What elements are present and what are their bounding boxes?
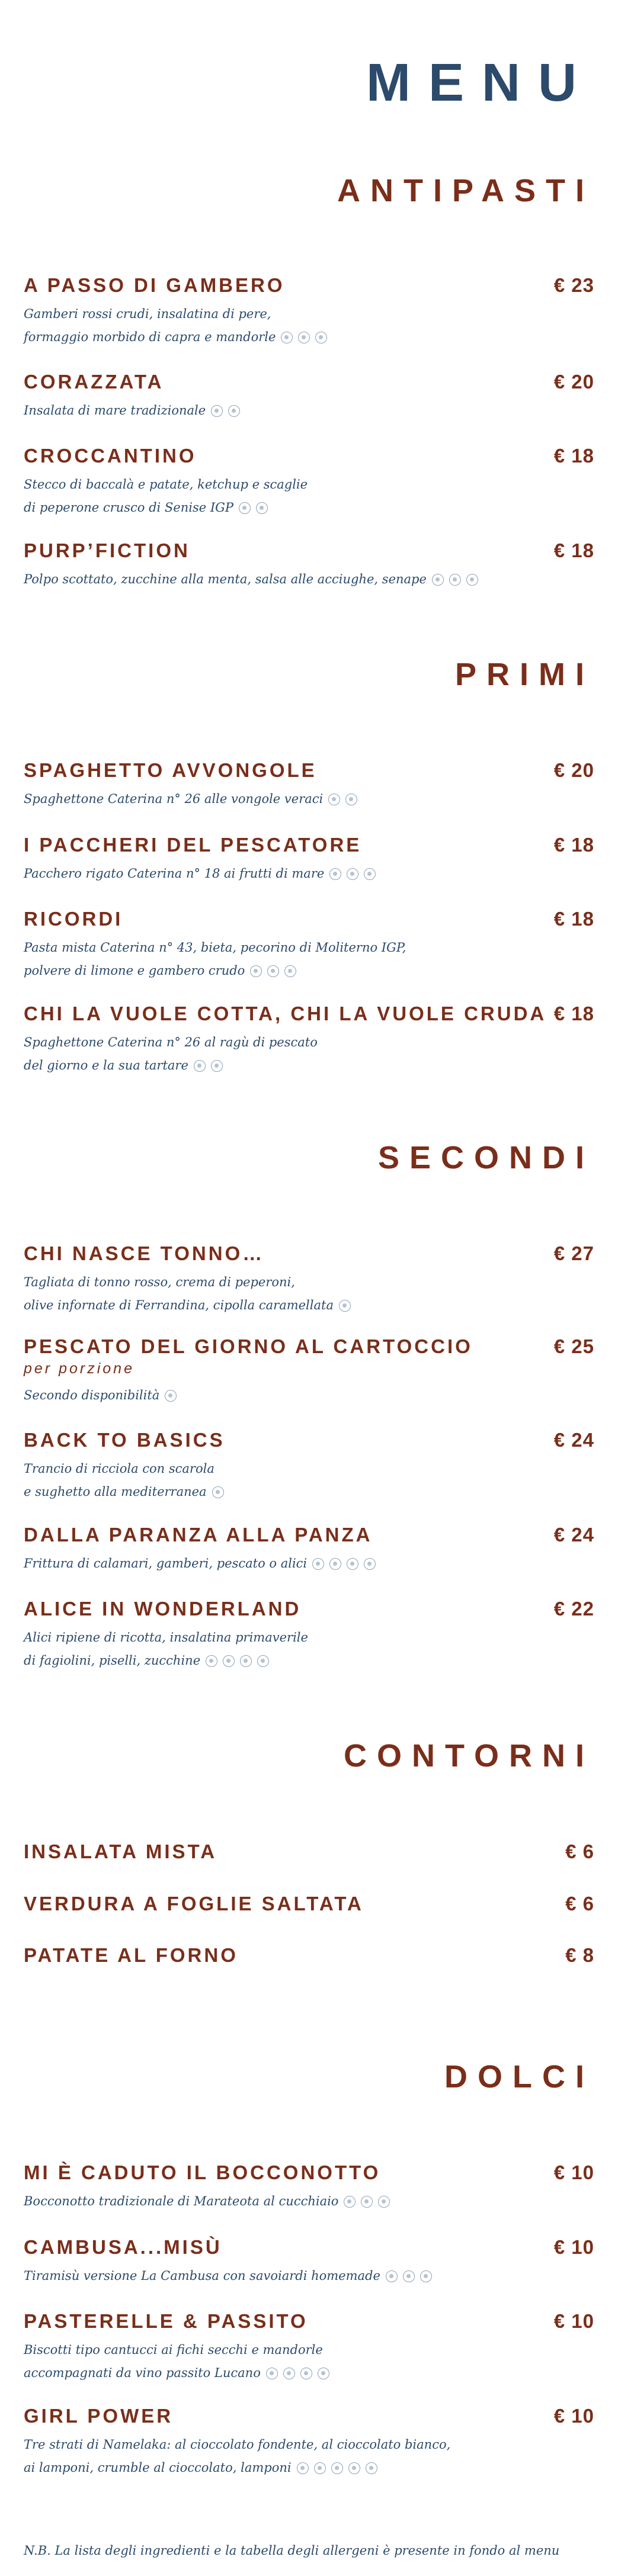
- menu-item-description: [24, 1457, 510, 1504]
- menu-item-description: [24, 936, 510, 982]
- description-line: [24, 2265, 510, 2288]
- menu-item-price: € 18: [553, 908, 594, 930]
- description-line: [24, 862, 510, 885]
- description-line: [24, 2456, 510, 2479]
- description-text: Pacchero rigato Caterina n° 18 ai frutti di mare: [24, 866, 325, 881]
- gluten-allergen-icon: [328, 794, 340, 805]
- molluscs-allergen-icon: [312, 1558, 324, 1570]
- fish-allergen-icon: [347, 1558, 358, 1570]
- section-heading: PRIMI: [454, 657, 594, 692]
- egg-allergen-icon: [257, 1655, 269, 1667]
- description-text: Polpo scottato, zucchine alla menta, salsa alle acciughe, senape: [24, 572, 427, 586]
- description-line: [24, 788, 510, 811]
- menu-item-price: € 18: [553, 445, 594, 467]
- menu-item-description: [24, 1271, 510, 1317]
- menu-item-description: [24, 2433, 510, 2479]
- menu-item-price: € 10: [553, 2405, 594, 2427]
- description-text: Frittura di calamari, gamberi, pescato o alici: [24, 1556, 308, 1570]
- menu-item-price: € 20: [553, 759, 594, 781]
- menu-item-description: [24, 1031, 510, 1077]
- gluten-allergen-icon: [297, 2462, 309, 2474]
- menu-item-name: I PACCHERI DEL PESCATORE: [24, 834, 362, 856]
- description-line: [24, 399, 510, 422]
- section-heading: SECONDI: [377, 1140, 594, 1175]
- menu-item-description: [24, 2190, 510, 2213]
- crustaceans-allergen-icon: [364, 868, 376, 880]
- menu-item-name: CAMBUSA...MISÙ: [24, 2236, 222, 2258]
- menu-item-description: [24, 788, 510, 811]
- dairy-allergen-icon: [266, 2368, 278, 2379]
- dairy-allergen-icon: [267, 965, 279, 977]
- soy-allergen-icon: [366, 2462, 377, 2474]
- menu-item-price: € 20: [553, 371, 594, 393]
- fish-allergen-icon: [206, 1655, 217, 1667]
- fish-allergen-icon: [212, 1486, 224, 1498]
- menu-item-price: € 10: [553, 2310, 594, 2332]
- egg-allergen-icon: [331, 2462, 343, 2474]
- description-text: Insalata di mare tradizionale: [24, 403, 206, 417]
- menu-item-description: [24, 2339, 510, 2385]
- gluten-allergen-icon: [378, 2196, 390, 2208]
- description-text: Gamberi rossi crudi, insalatina di pere,: [24, 307, 271, 321]
- description-line: [24, 1457, 510, 1480]
- menu-item-description: [24, 862, 510, 885]
- menu-item-description: [24, 399, 510, 422]
- description-line: [24, 2190, 510, 2213]
- description-line: [24, 2433, 510, 2456]
- egg-allergen-icon: [386, 2270, 398, 2282]
- description-text: Tagliata di tonno rosso, crema di peperoni,: [24, 1275, 295, 1289]
- menu-item-name: ALICE IN WONDERLAND: [24, 1598, 302, 1620]
- description-text: di peperone crusco di Senise IGP: [24, 500, 234, 515]
- gluten-allergen-icon: [240, 1655, 252, 1667]
- crustaceans-allergen-icon: [284, 965, 296, 977]
- gluten-allergen-icon: [250, 965, 262, 977]
- description-text: Alici ripiene di ricotta, insalatina primaverile: [24, 1630, 308, 1644]
- menu-item-price: € 6: [565, 1841, 594, 1862]
- gluten-allergen-icon: [256, 502, 268, 514]
- description-text: Stecco di baccalà e patate, ketchup e scaglie: [24, 477, 308, 492]
- description-line: [24, 959, 510, 982]
- description-text: Secondo disponibilità: [24, 1388, 160, 1402]
- molluscs-allergen-icon: [347, 868, 358, 880]
- gluten-allergen-icon: [364, 1558, 376, 1570]
- egg-allergen-icon: [361, 2196, 373, 2208]
- gluten-allergen-icon: [403, 2270, 415, 2282]
- menu-item-description: [24, 2265, 510, 2288]
- fish-allergen-icon: [165, 1390, 177, 1402]
- menu-item-price: € 18: [553, 834, 594, 856]
- menu-item-price: € 24: [553, 1524, 594, 1546]
- description-line: [24, 473, 510, 496]
- menu-item-name: VERDURA A FOGLIE SALTATA: [24, 1893, 364, 1915]
- description-text: olive infornate di Ferrandina, cipolla caramellata: [24, 1298, 334, 1312]
- description-text: Pasta mista Caterina n° 43, bieta, pecorino di Moliterno IGP,: [24, 940, 406, 955]
- description-line: [24, 1480, 510, 1504]
- description-text: ai lamponi, crumble al cioccolato, lamponi: [24, 2461, 292, 2475]
- crustaceans-allergen-icon: [329, 1558, 341, 1570]
- menu-item-name: INSALATA MISTA: [24, 1841, 217, 1862]
- description-text: Spaghettone Caterina n° 26 alle vongole veraci: [24, 792, 324, 806]
- crustaceans-allergen-icon: [281, 332, 293, 343]
- description-line: [24, 2362, 510, 2385]
- menu-item-price: € 10: [553, 2236, 594, 2258]
- menu-item-name: CHI NASCE TONNO…: [24, 1242, 265, 1264]
- description-line: [24, 568, 510, 591]
- description-text: Tiramisù versione La Cambusa con savoiardi homemade: [24, 2269, 380, 2283]
- description-line: [24, 1054, 510, 1077]
- description-line: [24, 936, 510, 959]
- menu-item-name: A PASSO DI GAMBERO: [24, 274, 285, 296]
- menu-item-price: € 18: [553, 1003, 594, 1024]
- menu-item-description: [24, 568, 510, 591]
- description-line: [24, 1552, 510, 1575]
- dairy-allergen-icon: [344, 2196, 356, 2208]
- allergen-note: N.B. La lista degli ingredienti e la tabella degli allergeni è presente in fondo al menu: [24, 2543, 560, 2558]
- description-line: [24, 496, 510, 519]
- menu-item-description: [24, 1626, 510, 1672]
- nuts-allergen-icon: [315, 332, 327, 343]
- description-text: di fagiolini, piselli, zucchine: [24, 1653, 201, 1668]
- menu-item-description: [24, 1384, 510, 1407]
- description-line: [24, 303, 510, 326]
- crustaceans-allergen-icon: [228, 405, 240, 417]
- menu-item-price: € 18: [553, 539, 594, 561]
- menu-item-name: CHI LA VUOLE COTTA, CHI LA VUOLE CRUDA: [24, 1003, 547, 1024]
- description-line: [24, 326, 510, 349]
- fish-allergen-icon: [449, 574, 461, 586]
- nuts-allergen-icon: [348, 2462, 360, 2474]
- description-text: e sughetto alla mediterranea: [24, 1485, 207, 1499]
- description-text: polvere di limone e gambero crudo: [24, 963, 245, 978]
- dairy-allergen-icon: [420, 2270, 432, 2282]
- mustard-allergen-icon: [466, 574, 478, 586]
- description-text: accompagnati da vino passito Lucano: [24, 2366, 261, 2380]
- menu-title: MENU: [366, 53, 594, 113]
- description-line: [24, 1626, 510, 1649]
- section-heading: DOLCI: [444, 2059, 594, 2095]
- description-line: [24, 1271, 510, 1294]
- menu-item-name: CORAZZATA: [24, 371, 164, 393]
- description-line: [24, 1031, 510, 1054]
- dairy-allergen-icon: [298, 332, 310, 343]
- menu-item-price: € 10: [553, 2161, 594, 2183]
- menu-item-name: PASTERELLE & PASSITO: [24, 2310, 308, 2332]
- menu-item-description: [24, 303, 510, 349]
- menu-item-price: € 6: [565, 1893, 594, 1915]
- menu-item-name: MI È CADUTO IL BOCCONOTTO: [24, 2161, 381, 2183]
- description-line: [24, 1649, 510, 1672]
- menu-item-price: € 23: [553, 274, 594, 296]
- menu-item-price: € 24: [553, 1429, 594, 1451]
- egg-allergen-icon: [300, 2368, 312, 2379]
- description-text: formaggio morbido di capra e mandorle: [24, 330, 276, 344]
- menu-item-description: [24, 1552, 510, 1575]
- menu-item-description: [24, 473, 510, 519]
- menu-item-name: PESCATO DEL GIORNO AL CARTOCCIO: [24, 1335, 473, 1357]
- menu-item-name: PURP’FICTION: [24, 539, 190, 561]
- description-text: del giorno e la sua tartare: [24, 1058, 188, 1072]
- gluten-allergen-icon: [329, 868, 341, 880]
- section-heading: CONTORNI: [343, 1738, 594, 1774]
- menu-item-name: RICORDI: [24, 908, 123, 930]
- menu-item-name: CROCCANTINO: [24, 445, 197, 467]
- molluscs-allergen-icon: [345, 794, 357, 805]
- gluten-allergen-icon: [194, 1060, 206, 1072]
- description-text: Trancio di ricciola con scarola: [24, 1462, 214, 1476]
- menu-item-price: € 25: [553, 1335, 594, 1357]
- dairy-allergen-icon: [223, 1655, 235, 1667]
- dairy-allergen-icon: [314, 2462, 326, 2474]
- description-line: [24, 1294, 510, 1317]
- molluscs-allergen-icon: [432, 574, 444, 586]
- description-text: Bocconotto tradizionale di Marateota al cucchiaio: [24, 2194, 339, 2208]
- fish-allergen-icon: [239, 502, 251, 514]
- menu-item-name: GIRL POWER: [24, 2405, 174, 2427]
- menu-item-portion-note: per porzione: [24, 1360, 135, 1377]
- menu-item-price: € 8: [565, 1944, 594, 1966]
- molluscs-allergen-icon: [211, 405, 223, 417]
- menu-item-name: SPAGHETTO AVVONGOLE: [24, 759, 317, 781]
- nuts-allergen-icon: [318, 2368, 329, 2379]
- section-heading: ANTIPASTI: [337, 173, 594, 208]
- menu-item-price: € 22: [553, 1598, 594, 1620]
- gluten-allergen-icon: [283, 2368, 295, 2379]
- menu-item-name: PATATE AL FORNO: [24, 1944, 238, 1966]
- menu-item-name: DALLA PARANZA ALLA PANZA: [24, 1524, 373, 1546]
- description-text: Tre strati di Namelaka: al cioccolato fondente, al cioccolato bianco,: [24, 2437, 451, 2452]
- description-line: [24, 2339, 510, 2362]
- description-text: Spaghettone Caterina n° 26 al ragù di pescato: [24, 1035, 318, 1049]
- menu-item-price: € 27: [553, 1242, 594, 1264]
- fish-allergen-icon: [339, 1300, 351, 1312]
- description-line: [24, 1384, 510, 1407]
- menu-item-name: BACK TO BASICS: [24, 1429, 225, 1451]
- fish-allergen-icon: [211, 1060, 223, 1072]
- description-text: Biscotti tipo cantucci ai fichi secchi e mandorle: [24, 2343, 323, 2357]
